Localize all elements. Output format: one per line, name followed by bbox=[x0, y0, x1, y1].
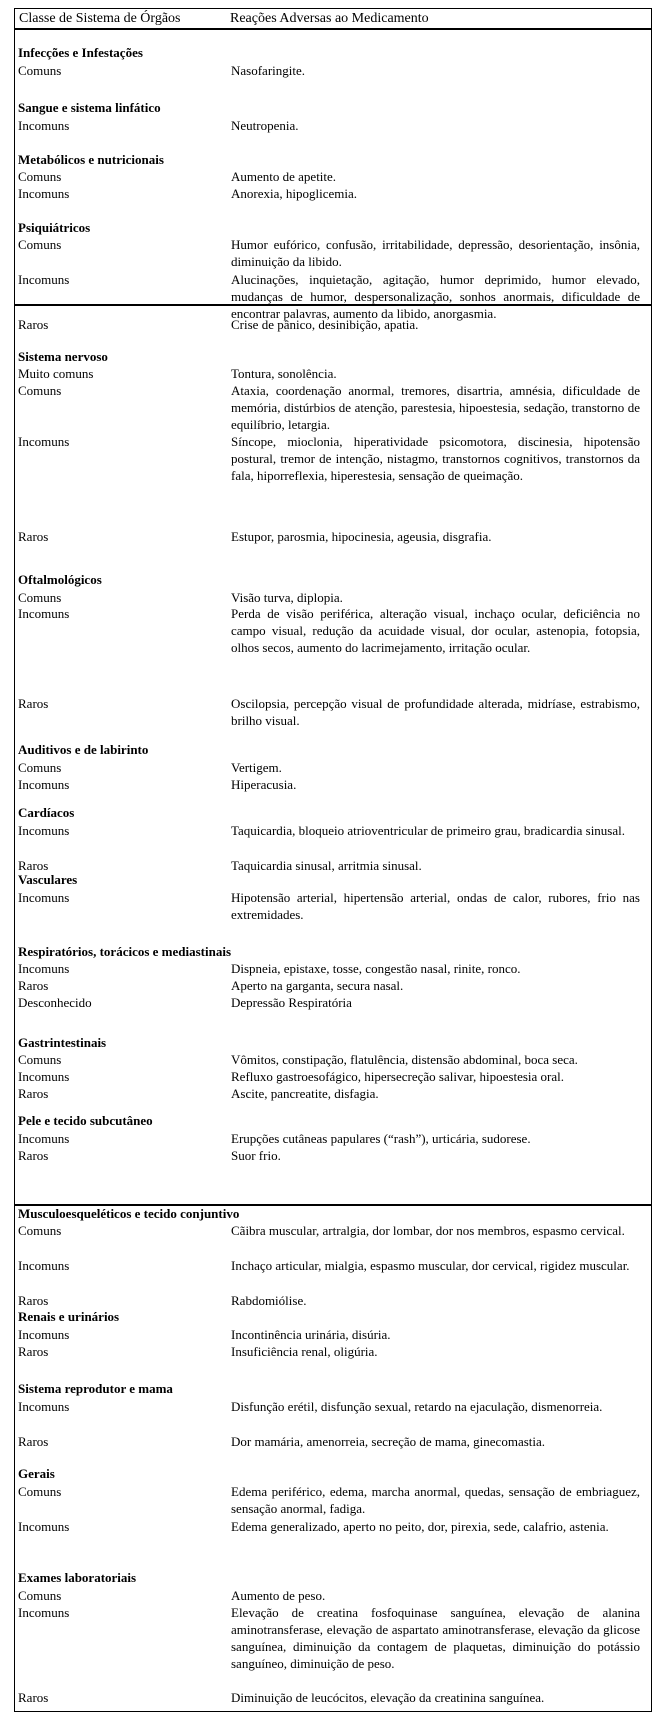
adverse-reaction-text: Insuficiência renal, oligúria. bbox=[231, 1344, 378, 1359]
frequency-label: Incomuns bbox=[18, 118, 70, 133]
frequency-label: Raros bbox=[18, 1148, 49, 1163]
adverse-reaction-text: Rabdomiólise. bbox=[231, 1293, 307, 1308]
frequency-label: Raros bbox=[18, 696, 49, 711]
section-title: Metabólicos e nutricionais bbox=[18, 152, 164, 167]
frequency-label: Raros bbox=[18, 1690, 49, 1705]
section-title: Sistema nervoso bbox=[18, 349, 108, 364]
header-col-adverse-reactions: Reações Adversas ao Medicamento bbox=[230, 11, 429, 26]
frequency-label: Raros bbox=[18, 1293, 49, 1308]
adverse-reaction-text: Visão turva, diplopia. bbox=[231, 590, 343, 605]
adverse-reaction-text: Vômitos, constipação, flatulência, distensão abdominal, boca seca. bbox=[231, 1052, 578, 1067]
section-title: Respiratórios, torácicos e mediastinais bbox=[18, 944, 232, 959]
adverse-reaction-text: Tontura, sonolência. bbox=[231, 366, 337, 381]
section-title: Psiquiátricos bbox=[18, 220, 91, 235]
adverse-reaction-text: Aumento de peso. bbox=[231, 1588, 326, 1603]
adverse-reaction-text: Humor eufórico, confusão, irritabilidade, depressão, desorientação, insônia, diminuição da libido. bbox=[231, 237, 640, 269]
frequency-label: Comuns bbox=[18, 383, 62, 398]
adverse-reaction-text: Inchaço articular, mialgia, espasmo muscular, dor cervical, rigidez muscular. bbox=[231, 1258, 630, 1273]
adverse-reaction-text: Edema periférico, edema, marcha anormal, quedas, sensação de embriaguez, sensação anormal, fadiga. bbox=[231, 1484, 640, 1516]
frequency-label: Incomuns bbox=[18, 890, 70, 905]
frequency-label: Raros bbox=[18, 978, 49, 993]
adverse-reaction-text: Taquicardia sinusal, arritmia sinusal. bbox=[231, 858, 422, 873]
adverse-reaction-text: Neutropenia. bbox=[231, 118, 299, 133]
adverse-reaction-text: Aperto na garganta, secura nasal. bbox=[231, 978, 404, 993]
frequency-label: Incomuns bbox=[18, 1258, 70, 1273]
frequency-label: Incomuns bbox=[18, 1399, 70, 1414]
section-title: Cardíacos bbox=[18, 805, 75, 820]
adverse-reaction-text: Disfunção erétil, disfunção sexual, retardo na ejaculação, dismenorreia. bbox=[231, 1399, 603, 1414]
adverse-reaction-text: Perda de visão periférica, alteração visual, inchaço ocular, deficiência no campo visual, redução da acuidade visual, dor ocular, astenopia, fotopsia, olhos secos, aumento do lacrimejamento, irritação ocular. bbox=[231, 606, 640, 655]
adverse-reaction-text: Crise de pânico, desinibição, apatia. bbox=[231, 317, 419, 332]
adverse-reaction-text: Refluxo gastroesofágico, hipersecreção salivar, hipoestesia oral. bbox=[231, 1069, 565, 1084]
header-col-organ-class: Classe de Sistema de Órgãos bbox=[19, 11, 181, 26]
adverse-reaction-text: Alucinações, inquietação, agitação, humor deprimido, humor elevado, mudanças de humor, despersonalização, sonhos anormais, dificuldade de encontrar palavras, aumento da libido, anorgasmia. bbox=[231, 272, 640, 321]
frequency-label: Incomuns bbox=[18, 186, 70, 201]
frequency-label: Incomuns bbox=[18, 1519, 70, 1534]
frequency-label: Muito comuns bbox=[18, 366, 94, 381]
section-title: Oftalmológicos bbox=[18, 572, 102, 587]
frequency-label: Comuns bbox=[18, 1223, 62, 1238]
frequency-label: Raros bbox=[18, 1344, 49, 1359]
adverse-reaction-text: Incontinência urinária, disúria. bbox=[231, 1327, 391, 1342]
adverse-reaction-text: Taquicardia, bloqueio atrioventricular de primeiro grau, bradicardia sinusal. bbox=[231, 823, 625, 838]
frequency-label: Incomuns bbox=[18, 823, 70, 838]
adverse-reaction-text: Ataxia, coordenação anormal, tremores, disartria, amnésia, dificuldade de memória, distúrbios de atenção, parestesia, hipoestesia, sedação, transtorno de equilíbrio, letargia. bbox=[231, 383, 640, 432]
section-title: Auditivos e de labirinto bbox=[18, 742, 149, 757]
frequency-label: Incomuns bbox=[18, 1131, 70, 1146]
adverse-reaction-text: Erupções cutâneas papulares (“rash”), urticária, sudorese. bbox=[231, 1131, 531, 1146]
section-title: Sistema reprodutor e mama bbox=[18, 1381, 173, 1396]
frequency-label: Comuns bbox=[18, 760, 62, 775]
frequency-label: Desconhecido bbox=[18, 995, 92, 1010]
frequency-label: Incomuns bbox=[18, 1605, 70, 1620]
frequency-label: Comuns bbox=[18, 1484, 62, 1499]
adverse-reaction-text: Nasofaringite. bbox=[231, 63, 306, 78]
adverse-reaction-text: Hipotensão arterial, hipertensão arterial, ondas de calor, rubores, frio nas extremidades. bbox=[231, 890, 640, 922]
adverse-reaction-text: Estupor, parosmia, hipocinesia, ageusia, disgrafia. bbox=[231, 529, 492, 544]
adverse-reaction-text: Diminuição de leucócitos, elevação da creatinina sanguínea. bbox=[231, 1690, 545, 1705]
frequency-label: Raros bbox=[18, 1086, 49, 1101]
frequency-label: Raros bbox=[18, 1434, 49, 1449]
adverse-reaction-text: Suor frio. bbox=[231, 1148, 281, 1163]
frequency-label: Comuns bbox=[18, 169, 62, 184]
adverse-reaction-text: Síncope, mioclonia, hiperatividade psicomotora, discinesia, hipotensão postural, tremor de intenção, nistagmo, transtornos cognitivos, transtornos da fala, hiporreflexia, hiperestesia, sensação de queimação. bbox=[231, 434, 640, 483]
frequency-label: Comuns bbox=[18, 63, 62, 78]
frequency-label: Incomuns bbox=[18, 272, 70, 287]
adverse-reaction-text: Aumento de apetite. bbox=[231, 169, 337, 184]
frequency-label: Incomuns bbox=[18, 1069, 70, 1084]
frequency-label: Comuns bbox=[18, 590, 62, 605]
adverse-reaction-text: Edema generalizado, aperto no peito, dor, pirexia, sede, calafrio, astenia. bbox=[231, 1519, 609, 1534]
section-title: Gastrintestinais bbox=[18, 1035, 107, 1050]
section-title: Pele e tecido subcutâneo bbox=[18, 1113, 153, 1128]
section-title: Infecções e Infestações bbox=[18, 45, 143, 60]
section-title: Exames laboratoriais bbox=[18, 1570, 137, 1585]
adverse-reaction-text: Depressão Respiratória bbox=[231, 995, 352, 1010]
frequency-label: Incomuns bbox=[18, 434, 70, 449]
frequency-label: Incomuns bbox=[18, 606, 70, 621]
adverse-reaction-text: Dispneia, epistaxe, tosse, congestão nasal, rinite, ronco. bbox=[231, 961, 521, 976]
adverse-reaction-text: Elevação de creatina fosfoquinase sanguínea, elevação de alanina aminotransferase, elevação de aspartato aminotransferase, elevação da glicose sanguínea, diminuição da contagem de plaquetas, diminuição do potássio sanguíneo, diminuição de peso. bbox=[231, 1605, 640, 1671]
frequency-label: Incomuns bbox=[18, 1327, 70, 1342]
section-title: Vasculares bbox=[18, 872, 78, 887]
frequency-label: Raros bbox=[18, 529, 49, 544]
adverse-reaction-text: Oscilopsia, percepção visual de profundidade alterada, midríase, estrabismo, brilho visual. bbox=[231, 696, 640, 728]
frequency-label: Raros bbox=[18, 858, 49, 873]
adverse-reaction-text: Cãibra muscular, artralgia, dor lombar, dor nos membros, espasmo cervical. bbox=[231, 1223, 625, 1238]
section-title: Gerais bbox=[18, 1466, 55, 1481]
frequency-label: Comuns bbox=[18, 1588, 62, 1603]
adverse-reaction-text: Hiperacusia. bbox=[231, 777, 297, 792]
section-title: Renais e urinários bbox=[18, 1309, 120, 1324]
frequency-label: Comuns bbox=[18, 1052, 62, 1067]
adverse-reaction-text: Ascite, pancreatite, disfagia. bbox=[231, 1086, 379, 1101]
frequency-label: Comuns bbox=[18, 237, 62, 252]
frequency-label: Incomuns bbox=[18, 777, 70, 792]
adverse-reaction-text: Anorexia, hipoglicemia. bbox=[231, 186, 357, 201]
frequency-label: Raros bbox=[18, 317, 49, 332]
section-title: Musculoesqueléticos e tecido conjuntivo bbox=[18, 1206, 240, 1221]
adverse-reaction-text: Dor mamária, amenorreia, secreção de mama, ginecomastia. bbox=[231, 1434, 546, 1449]
frequency-label: Incomuns bbox=[18, 961, 70, 976]
table-header bbox=[14, 8, 652, 29]
section-title: Sangue e sistema linfático bbox=[18, 100, 161, 115]
adverse-reaction-text: Vertigem. bbox=[231, 760, 282, 775]
